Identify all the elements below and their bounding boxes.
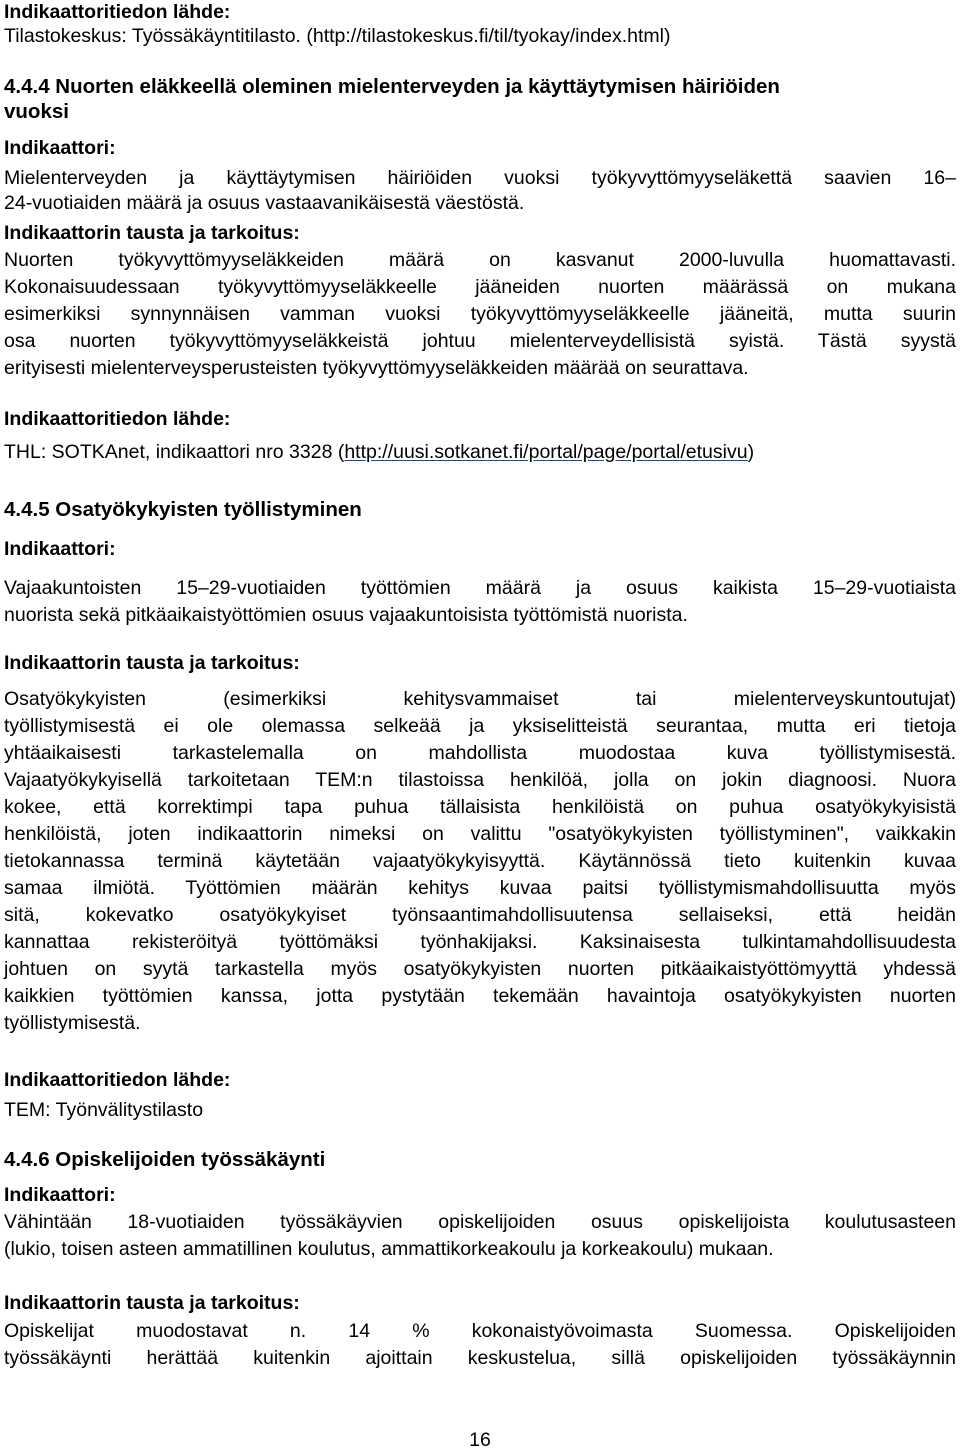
background-text-line: Opiskelijat muodostavat n. 14 % kokonaistyövoimasta Suomessa. Opiskelijoiden (4, 1320, 956, 1342)
background-text-line: työssäkäynti herättää kuitenkin ajoittain keskustelua, sillä opiskelijoiden työssäkäynnin (4, 1347, 956, 1369)
background-text-line: tietokannassa terminä käytetään vajaatyökykyisyyttä. Käytännössä tieto kuitenkin kuvaa (4, 850, 956, 872)
indicator-text-line: Vähintään 18-vuotiaiden työssäkäyvien opiskelijoiden osuus opiskelijoista koulutusasteen (4, 1211, 956, 1233)
sotkanet-link[interactable]: http://uusi.sotkanet.fi/portal/page/portal/etusivu (344, 441, 748, 463)
background-text-line: erityisesti mielenterveysperusteisten työkyvyttömyyseläkkeiden määrää on seurattava. (4, 357, 749, 379)
indicator-label: Indikaattori: (4, 1184, 116, 1206)
source-text: TEM: Työnvälitystilasto (4, 1099, 204, 1121)
background-text-line: Osatyökykyisten (esimerkiksi kehitysvammaiset tai mielenterveyskuntoutujat) (4, 688, 956, 710)
background-label: Indikaattorin tausta ja tarkoitus: (4, 222, 300, 244)
source-label: Indikaattoritiedon lähde: (4, 1, 231, 23)
background-text-line: Vajaatyökykyisellä tarkoitetaan TEM:n tilastoissa henkilöä, jolla on jokin diagnoosi. Nuora (4, 769, 956, 791)
indicator-text-line: nuorista sekä pitkäaikaistyöttömien osuus vajaakuntoisista työttömistä nuorista. (4, 604, 688, 626)
background-text-line: samaa ilmiötä. Työttömien määrän kehitys kuvaa paitsi työllistymismahdollisuutta myös (4, 877, 956, 899)
section-heading-446: 4.4.6 Opiskelijoiden työssäkäynti (4, 1148, 326, 1171)
background-text-line: henkilöistä, joten indikaattorin nimeksi on valittu "osatyökykyisten työllistyminen", vaikkakin (4, 823, 956, 845)
section-heading-444-cont: vuoksi (4, 100, 69, 123)
indicator-text-line: Mielenterveyden ja käyttäytymisen häiriöiden vuoksi työkyvyttömyyseläkettä saavien 16– (4, 167, 956, 189)
background-text-line: työllistymisestä. (4, 1012, 141, 1034)
background-text-line: kannattaa rekisteröityä työttömäksi työnhakijaksi. Kaksinaisesta tulkintamahdollisuudesta (4, 931, 956, 953)
page-number: 16 (469, 1429, 491, 1451)
source-text: Tilastokeskus: Työssäkäyntitilasto. (http://tilastokeskus.fi/til/tyokay/index.html) (4, 25, 671, 47)
source-text-suffix: ) (747, 441, 755, 463)
section-heading-445: 4.4.5 Osatyökykyisten työllistyminen (4, 498, 362, 521)
background-text-line: työllistymisestä ei ole olemassa selkeää ja yksiselitteistä seurantaa, mutta eri tietoja (4, 715, 956, 737)
indicator-label: Indikaattori: (4, 137, 116, 159)
background-text-line: Kokonaisuudessaan työkyvyttömyyseläkkeelle jääneiden nuorten määrässä on mukana (4, 276, 956, 298)
source-text (4, 440, 754, 464)
section-heading-444: 4.4.4 Nuorten eläkkeellä oleminen mielenterveyden ja käyttäytymisen häiriöiden (4, 75, 780, 98)
background-text-line: yhtäaikaisesti tarkastelemalla on mahdollista muodostaa kuva työllistymisestä. (4, 742, 956, 764)
background-text-line: kaikkien työttömien kanssa, jotta pystytään tekemään havaintoja osatyökykyisten nuorten (4, 985, 956, 1007)
indicator-label: Indikaattori: (4, 538, 116, 560)
background-label: Indikaattorin tausta ja tarkoitus: (4, 1292, 300, 1314)
background-text-line: johtuen on syytä tarkastella myös osatyökykyisten nuorten pitkäaikaistyöttömyyttä yhdessä (4, 958, 956, 980)
background-text-line: Nuorten työkyvyttömyyseläkkeiden määrä on kasvanut 2000-luvulla huomattavasti. (4, 249, 956, 271)
background-text-line: sitä, kokevatko osatyökykyiset työnsaantimahdollisuutensa sellaiseksi, että heidän (4, 904, 956, 926)
indicator-text-line: (lukio, toisen asteen ammatillinen koulutus, ammattikorkeakoulu ja korkeakoulu) mukaan. (4, 1238, 774, 1260)
indicator-text-line: Vajaakuntoisten 15–29-vuotiaiden työttömien määrä ja osuus kaikista 15–29-vuotiaista (4, 577, 956, 599)
source-label: Indikaattoritiedon lähde: (4, 408, 231, 430)
background-label: Indikaattorin tausta ja tarkoitus: (4, 652, 300, 674)
source-label: Indikaattoritiedon lähde: (4, 1069, 231, 1091)
source-text-prefix: THL: SOTKAnet, indikaattori nro 3328 ( (4, 441, 345, 463)
background-text-line: osa nuorten työkyvyttömyyseläkkeistä johtuu mielenterveydellisistä syistä. Tästä syystä (4, 330, 956, 352)
indicator-text-line: 24-vuotiaiden määrä ja osuus vastaavanikäisestä väestöstä. (4, 192, 525, 214)
background-text-line: esimerkiksi synnynnäisen vamman vuoksi työkyvyttömyyseläkkeelle jääneitä, mutta suurin (4, 303, 956, 325)
background-text-line: kokee, että korrektimpi tapa puhua tällaisista henkilöistä on puhua osatyökykyisistä (4, 796, 956, 818)
